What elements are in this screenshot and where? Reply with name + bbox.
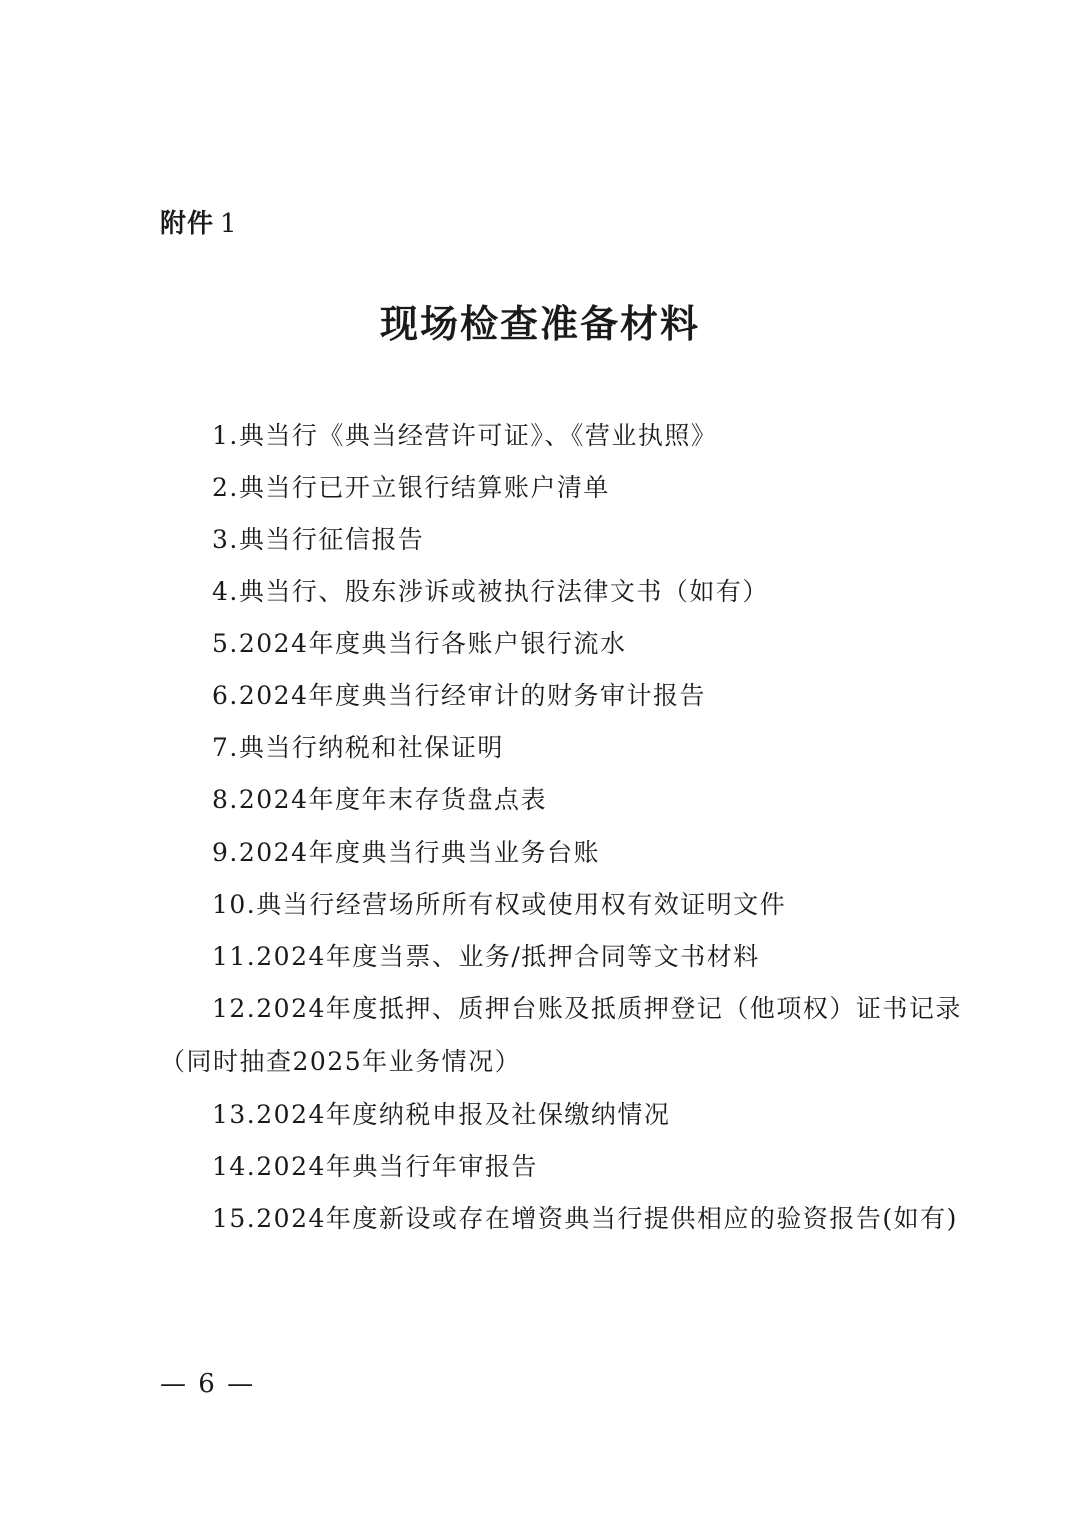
list-item-10: 10.典当行经营场所所有权或使用权有效证明文件 — [212, 890, 787, 919]
list-item-13: 13.2024年度纳税申报及社保缴纳情况 — [212, 1100, 671, 1129]
list-item-5: 5.2024年度典当行各账户银行流水 — [212, 629, 627, 658]
attachment-label — [160, 204, 238, 244]
document-title: 现场检查准备材料 — [379, 302, 700, 346]
list-item-6: 6.2024年度典当行经审计的财务审计报告 — [212, 681, 706, 710]
attachment-number: 1 — [220, 209, 238, 239]
list-item-14: 14.2024年典当行年审报告 — [212, 1152, 538, 1181]
list-item-4: 4.典当行、股东涉诉或被执行法律文书（如有） — [212, 577, 769, 606]
list-item-8: 8.2024年度年末存货盘点表 — [212, 785, 547, 814]
list-item-2: 2.典当行已开立银行结算账户清单 — [212, 473, 610, 502]
list-item-3: 3.典当行征信报告 — [212, 525, 425, 554]
list-item-7: 7.典当行纳税和社保证明 — [212, 733, 504, 762]
list-item-12: 12.2024年度抵押、质押台账及抵质押登记（他项权）证书记录（同时抽查2025年业务情况） — [160, 994, 962, 1076]
list-item-1: 1.典当行《典当经营许可证》、《营业执照》 — [212, 421, 718, 450]
list-item-9: 9.2024年度典当行典当业务台账 — [212, 838, 600, 867]
page-number: — 6 — — [160, 1369, 256, 1399]
attachment-label-text: 附件 — [160, 209, 215, 239]
list-item-11: 11.2024年度当票、业务/抵押合同等文书材料 — [212, 942, 760, 971]
list-item-15: 15.2024年度新设或存在增资典当行提供相应的验资报告(如有) — [212, 1204, 958, 1233]
